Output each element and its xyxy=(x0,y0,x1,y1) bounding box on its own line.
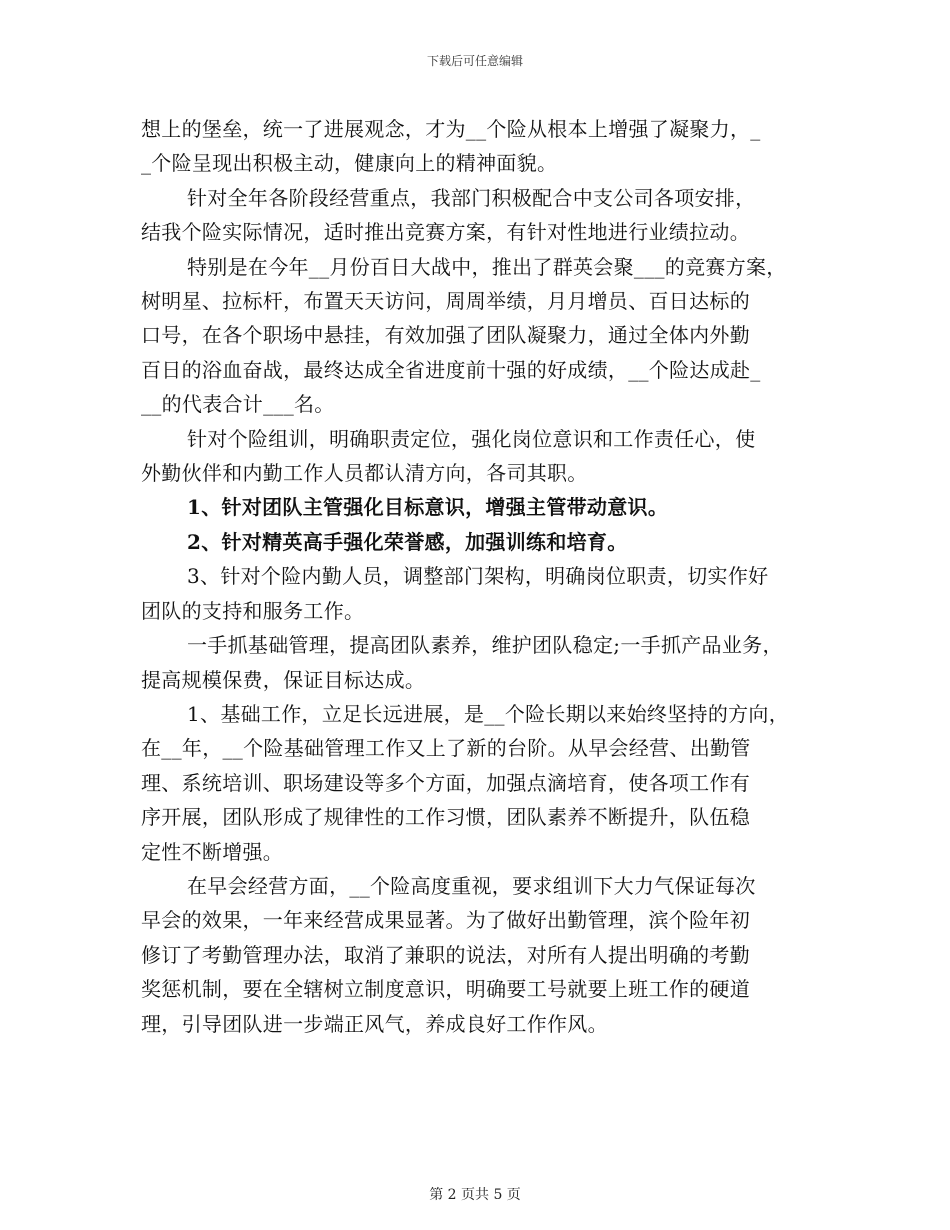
paragraph xyxy=(141,250,821,422)
text-line: __的代表合计___名。 xyxy=(141,392,335,417)
text-line: 针对个险组训，明确职责定位，强化岗位意识和工作责任心，使 xyxy=(187,426,756,451)
text-line: 在__年，__个险基础管理工作又上了新的台阶。从早会经营、出勤管 xyxy=(141,736,751,761)
text-line: 奖惩机制，要在全辖树立制度意识，明确要工号就要上班工作的硬道 xyxy=(141,977,750,1002)
paragraph xyxy=(141,697,821,869)
text-line: 早会的效果，一年来经营成果显著。为了做好出勤管理，滨个险年初 xyxy=(141,908,750,933)
page-number: 第 2 页共 5 页 xyxy=(429,1187,521,1203)
text-line: 2、针对精英高手强化荣誉感，加强训练和培育。 xyxy=(187,529,628,554)
text-line: 一手抓基础管理，提高团队素养，维护团队稳定;一手抓产品业务， xyxy=(187,633,783,658)
paragraph xyxy=(141,490,821,524)
text-line: 理、系统培训、职场建设等多个方面，加强点滴培育，使各项工作有 xyxy=(141,770,750,795)
text-line: 3、针对个险内勤人员，调整部门架构，明确岗位职责，切实作好 xyxy=(187,564,769,589)
text-line: 特别是在今年__月份百日大战中，推出了群英会聚___的竞赛方案， xyxy=(187,254,787,279)
text-line: 理，引导团队进一步端正风气，养成良好工作作风。 xyxy=(141,1011,608,1036)
text-line: 1、基础工作，立足长远进展，是__个险长期以来始终坚持的方向， xyxy=(187,701,790,726)
document-body xyxy=(141,112,821,1041)
page-header: 下载后可任意编辑 xyxy=(426,54,523,68)
text-line: 想上的堡垒，统一了进展观念，才为__个险从根本上增强了凝聚力，_ xyxy=(141,117,761,141)
text-line: 1、针对团队主管强化目标意识，增强主管带动意识。 xyxy=(187,495,669,520)
text-line: 针对全年各阶段经营重点，我部门积极配合中支公司各项安排， xyxy=(187,185,756,210)
paragraph xyxy=(141,559,821,628)
paragraph xyxy=(141,869,821,1041)
paragraph xyxy=(141,422,821,491)
text-line: 修订了考勤管理办法，取消了兼职的说法，对所有人提出明确的考勤 xyxy=(141,942,750,967)
text-line: _个险呈现出积极主动，健康向上的精神面貌。 xyxy=(141,151,558,176)
text-line: 序开展，团队形成了规律性的工作习惯，团队素养不断提升，队伍稳 xyxy=(141,805,750,830)
paragraph xyxy=(141,525,821,559)
text-line: 结我个险实际情况，适时推出竞赛方案，有针对性地进行业绩拉动。 xyxy=(141,220,750,245)
text-line: 定性不断增强。 xyxy=(141,839,284,864)
text-line: 提高规模保费，保证目标达成。 xyxy=(141,667,426,692)
paragraph xyxy=(141,181,821,250)
text-line: 树明星、拉标杆，布置天天访问，周周举绩，月月增员、百日达标的 xyxy=(141,289,750,314)
text-line: 口号，在各个职场中悬挂，有效加强了团队凝聚力，通过全体内外勤 xyxy=(141,323,750,348)
paragraph xyxy=(141,628,821,697)
text-line: 团队的支持和服务工作。 xyxy=(141,598,365,623)
text-line: 外勤伙伴和内勤工作人员都认清方向，各司其职。 xyxy=(141,461,588,486)
paragraph xyxy=(141,112,821,181)
text-line: 百日的浴血奋战，最终达成全省进度前十强的好成绩，__个险达成赴_ xyxy=(141,357,761,382)
text-line: 在早会经营方面，__个险高度重视，要求组训下大力气保证每次 xyxy=(187,873,756,898)
